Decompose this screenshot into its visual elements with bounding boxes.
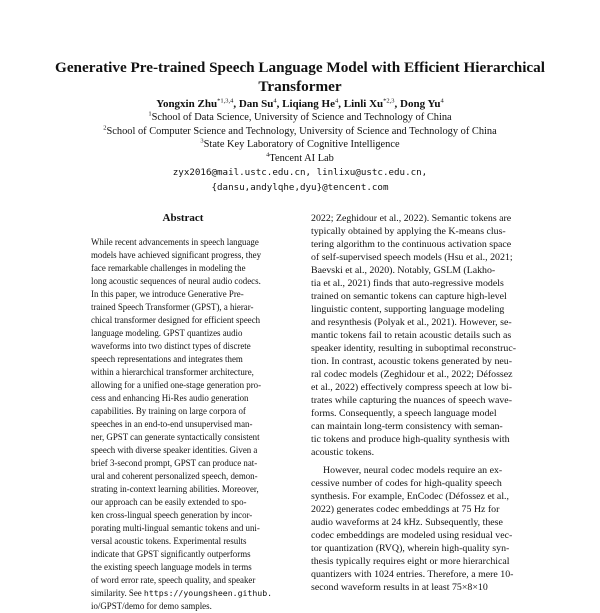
body-line: tering algorithm to the continuous activation space — [311, 239, 512, 250]
abstract-line: ural and coherent personalized speech, demon- — [91, 471, 258, 481]
abstract-line: speech representations and integrates them — [91, 354, 243, 364]
affiliation: $^3$State Key Laboratory of Cognitive Intelligence — [200, 137, 400, 150]
abstract-line: waveforms into two distinct types of discrete — [91, 341, 251, 351]
body-line: tia et al., 2021) finds that auto-regressive models — [311, 278, 504, 289]
abstract-line: versal acoustic tokens. Experimental results — [91, 536, 247, 546]
abstract-line: long acoustic sequences of neural audio codecs. — [91, 276, 261, 286]
abstract-line: language modeling. GPST quantizes audio — [91, 328, 243, 338]
body-line: codec embeddings are modeled using residual vec- — [311, 530, 513, 541]
affiliation: $^4$Tencent AI Lab — [266, 151, 334, 164]
abstract-line: ken cross-lingual speech generation by incor- — [91, 510, 253, 520]
abstract-line: allowing for a unified one-stage generation pro- — [91, 380, 262, 390]
abstract-line: our approach can be easily extended to spo- — [91, 497, 247, 507]
author-affil-mark: *2,3 — [383, 97, 395, 105]
body-line: et al., 2022) effectively compress speech at low bi- — [311, 382, 513, 393]
abstract-line: cess and enhancing Hi-Res audio generation — [91, 393, 249, 403]
abstract-line: brief 3-second prompt, GPST can produce nat- — [91, 458, 258, 468]
abstract-heading: Abstract — [162, 212, 204, 224]
body-line: thesis typically requires eight or more hierarchical — [311, 556, 510, 567]
author-name: Yongxin Zhu — [156, 98, 218, 110]
abstract-line: io/GPST/demo for demo samples. — [91, 601, 212, 611]
abstract-line: similarity. See https://youngsheen.github. — [91, 588, 273, 598]
abstract-line: In this paper, we introduce Generative Pre- — [91, 289, 244, 299]
author-affil-mark: 4 — [334, 97, 339, 105]
body-line: quantizers with 1024 entries. Therefore, a mere 10- — [311, 569, 514, 580]
body-line: can maintain long-term consistency with seman- — [311, 421, 503, 432]
body-line: typically obtained by applying the K-means clus- — [311, 226, 506, 237]
author-list: Yongxin Zhu$^{*1,3,4}$, Dan Su$^4$, Liqiang He$^4$, Linli Xu$^{*2,3}$, Dong Yu$^4$ — [156, 97, 444, 110]
abstract-line: porating multi-lingual semantic tokens and uni- — [91, 523, 260, 533]
body-line: tor quantization (RVQ), wherein high-quality syn- — [311, 543, 510, 554]
body-line: 2022; Zeghidour et al., 2022). Semantic tokens are — [311, 213, 512, 224]
body-line: audio waveforms at 24 kHz. Subsequently, these — [311, 517, 503, 528]
abstract-line: strating in-context learning abilities. Moreover, — [91, 484, 259, 494]
abstract-line: the existing speech language models in terms — [91, 562, 252, 572]
abstract-line: face remarkable challenges in modeling the — [91, 263, 246, 273]
abstract-line: of word error rate, speech quality, and speaker — [91, 575, 256, 585]
abstract-line: capabilities. By training on large corpora of — [91, 406, 246, 416]
affiliation: $^1$School of Data Science, University of Science and Technology of China — [148, 110, 452, 123]
author-affil-mark: 4 — [440, 97, 444, 105]
body-line: cessive number of codes for high-quality speech — [311, 478, 502, 489]
author-affil-mark: *1,3,4 — [217, 97, 234, 105]
abstract-line: speech with diverse speaker identities. Given a — [91, 445, 258, 455]
author-name: Liqiang He — [282, 98, 335, 110]
abstract-line: ner, GPST can generate syntactically consistent — [91, 432, 260, 442]
affiliation: $^2$School of Computer Science and Technology, University of Science and Technology of China — [103, 124, 497, 137]
body-line: and resynthesis (Polyak et al., 2021). However, se- — [311, 317, 512, 328]
author-name: Linli Xu — [343, 98, 384, 110]
abstract-line: speeches in an end-to-end unsupervised man- — [91, 419, 253, 429]
abstract-line: indicate that GPST significantly outperforms — [91, 549, 251, 559]
abstract-line: within a hierarchical transformer architecture, — [91, 367, 254, 377]
body-line: trained on semantic tokens can capture high-level — [311, 291, 507, 302]
author-name: Dong Yu — [400, 98, 441, 110]
title-line-2: Transformer — [258, 78, 342, 95]
body-line: However, neural codec models require an ex- — [323, 465, 503, 476]
email-line: zyx2016@mail.ustc.edu.cn, linlixu@ustc.edu.cn, — [172, 167, 428, 178]
title-line-1: Generative Pre-trained Speech Language Model with Efficient Hierarchical — [55, 59, 545, 76]
author-affil-mark: 4 — [273, 97, 277, 105]
paper-title — [40, 58, 560, 96]
body-line: of self-supervised speech models (Hsu et al., 2021; — [311, 252, 513, 263]
demo-url-link[interactable]: https://youngsheen.github. — [143, 588, 273, 598]
body-line: 2022) generates codec embeddings at 75 Hz for — [311, 504, 500, 515]
body-line: synthesis. For example, EnCodec (Défossez et al., — [311, 491, 509, 502]
abstract-line: trained Speech Transformer (GPST), a hierar- — [91, 302, 254, 312]
body-line: tic tokens and produce high-quality synthesis with — [311, 434, 510, 445]
body-line: forms. Consequently, a speech language model — [311, 408, 497, 419]
body-line: second waveform results in at least 75×8×10 — [311, 582, 488, 593]
body-line: acoustic tokens. — [311, 447, 375, 458]
body-line: speaker identity, resulting in suboptimal reconstruc- — [311, 343, 517, 354]
body-line: tion. In contrast, acoustic tokens generated by neu- — [311, 356, 513, 367]
body-line: Baevski et al., 2020). Notably, GSLM (Lakho- — [311, 265, 496, 276]
email-line: {dansu,andylqhe,dyu}@tencent.com — [211, 182, 389, 193]
body-line: ral codec models (Zeghidour et al., 2022; Défossez — [311, 369, 513, 380]
body-line: trates while capturing the nuances of speech wave- — [311, 395, 512, 406]
abstract-line: models have achieved significant progress, they — [91, 250, 262, 260]
body-line: mantic tokens fail to retain acoustic details such as — [311, 330, 512, 341]
abstract-line: chical transformer designed for efficient speech — [91, 315, 261, 325]
abstract-line: While recent advancements in speech language — [91, 237, 259, 247]
author-name: Dan Su — [238, 98, 274, 110]
body-line: linguistic content, supporting language modeling — [311, 304, 505, 315]
